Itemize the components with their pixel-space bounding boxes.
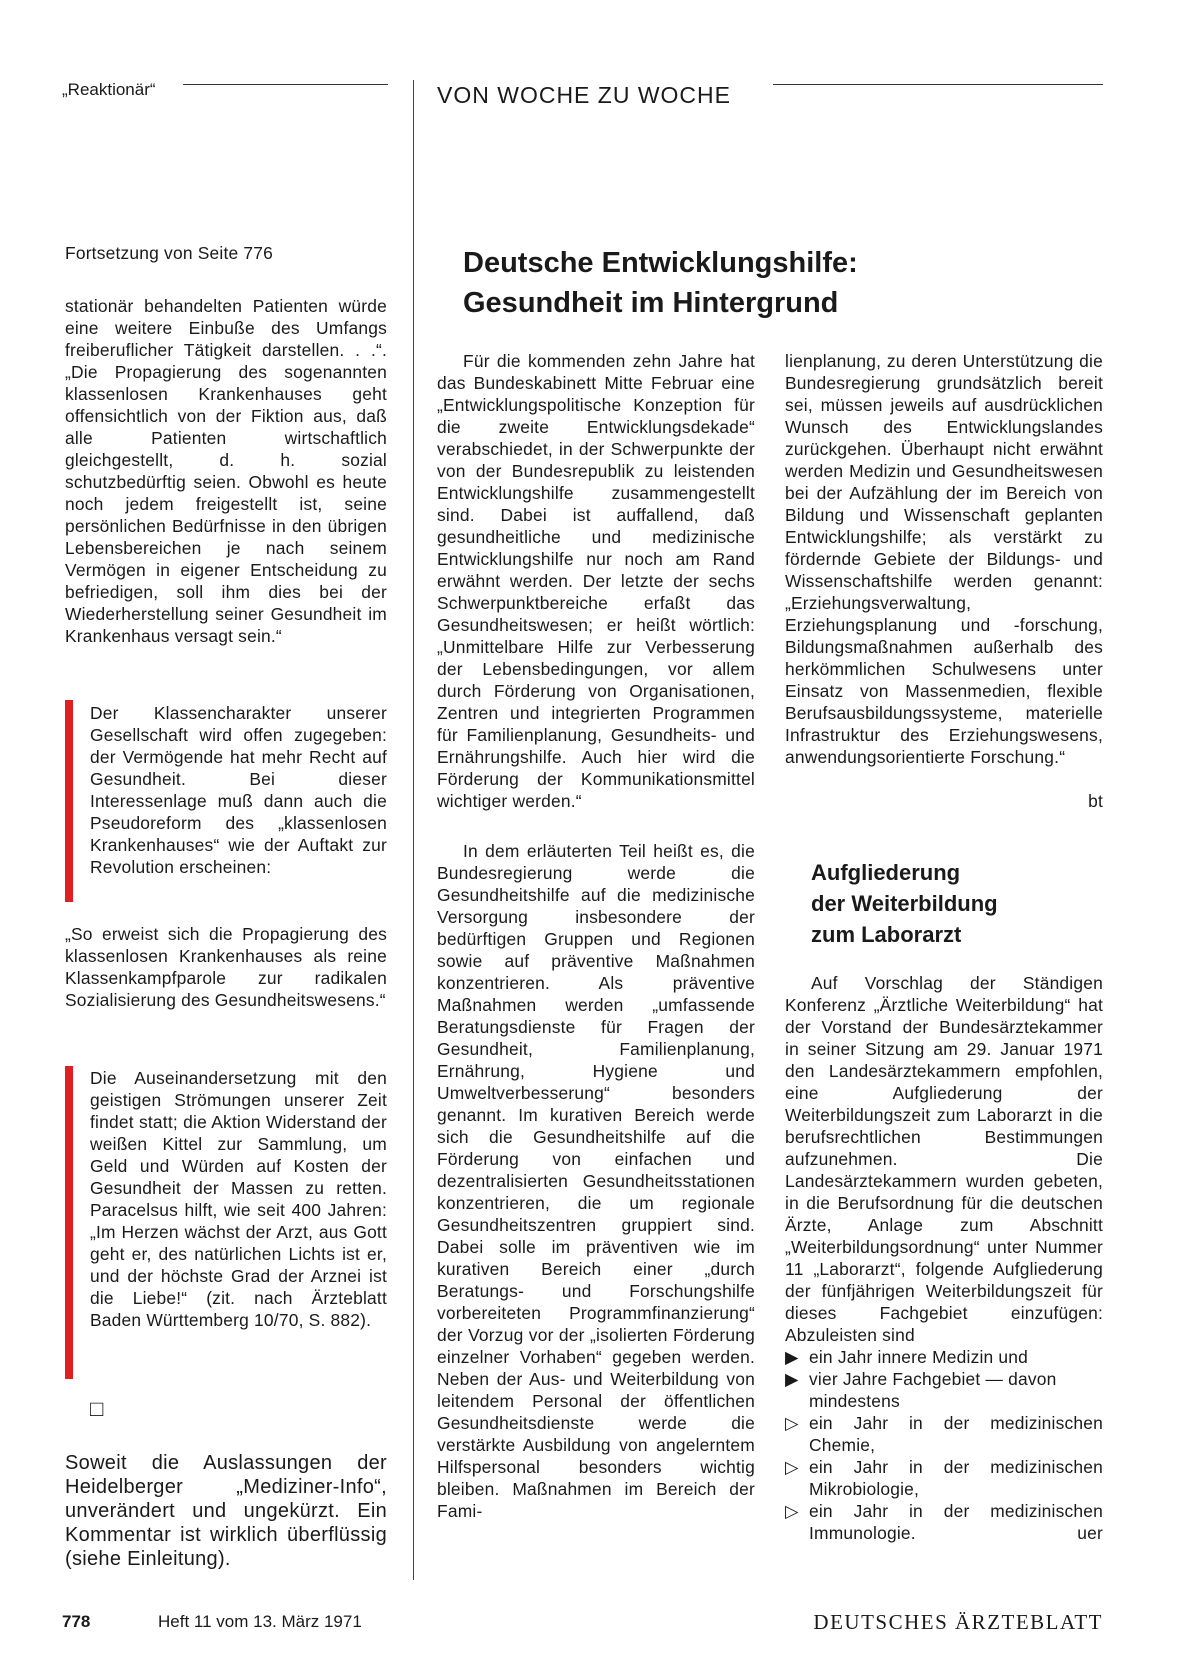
article1-para-2: In dem erläuterten Teil heißt es, die Bundesregierung werde die Gesundheitshilfe auf die medizinische Versorgung insbesondere der bedürftigen Gruppen und Regionen sowie auf präventive Maßnahmen konzentrieren. Als präventive Maßnahmen werden „umfassende Beratungsdienste für Fragen der Gesundheit, Familienplanung, Ernährung, Hygiene und Umweltverbesserung“ besonders genannt. Im kurativen Bereich werde sich die Gesundheitshilfe auf die Förderung von einfachen und dezentralisierten Gesundheitsstationen konzentrieren, die um regionale Gesundheitszentren gruppiert sind. Dabei solle im präventiven wie im kurativen Bereich einer „durch Beratungs- und Forschungshilfe vorbereiteten Programmfinanzierung“ der Vorzug vor der „isolierten Förderung einzelner Vorhaben“ gegeben werden. Neben der Aus- und Weiterbildung von leitendem Personal der öffentlichen Gesundheitsdienste werde die verstärkte Ausbildung von angelerntem Hilfspersonal besonders wichtig bleiben. Maßnahmen im Bereich der Fami- — [437, 841, 755, 1521]
article2-body — [785, 972, 1103, 1544]
left-quote-1: Der Klassencharakter unserer Gesellschaft wird offen zugegeben: der Vermögende hat mehr Recht auf Gesundheit. Bei dieser Interessenlage muß dann auch die Pseudoreform des „klassenlosen Krankenhauses“ wie der Auftakt zur Revolution erscheinen: — [90, 703, 387, 877]
article2-headline-line-1: Aufgliederung — [811, 860, 961, 885]
left-quote-2: Die Auseinandersetzung mit den geistigen Strömungen unserer Zeit findet statt; die Aktion Widerstand der weißen Kittel zur Sammlung, um Geld und Würden auf Kosten der Gesundheit der Massen zu retten. Paracelsus hilft, wie seit 400 Jahren: „Im Herzen wächst der Arzt, aus Gott geht er, des natürlichen Lichts ist er, und der höchste Grad der Arznei ist die Liebe!“ (zit. nach Ärzteblatt Baden Württemberg 10/70, S. 882). — [90, 1068, 387, 1330]
page-number: 778 — [62, 1612, 91, 1631]
closing-paragraph: Soweit die Auslassungen der Heidelberger „Mediziner-Info“, unverändert und ungekürzt. Ein Kommentar ist wirklich überflüssig (siehe Einleitung). — [65, 1452, 387, 1570]
article2-headline — [811, 857, 1103, 950]
list-item: ▶ vier Jahre Fachgebiet — davon mindestens — [785, 1369, 1057, 1411]
continued-marker: uer — [1077, 1523, 1103, 1543]
left-paragraph-2: „So erweist sich die Propagierung des klassenlosen Krankenhauses als reine Klassenkampfparole zur radikalen Sozialisierung des Gesundheitswesens.“ — [65, 924, 387, 1010]
section-label-reaktionaer: „Reaktionär“ — [62, 80, 156, 99]
triangle-outline-icon: ▷ — [785, 1501, 799, 1521]
triangle-filled-icon: ▶ — [785, 1369, 799, 1389]
article2-requirements-list — [785, 1346, 1103, 1544]
article1-column-1 — [437, 350, 755, 1522]
article1-headline — [463, 243, 1103, 323]
article1-signature: bt — [1088, 791, 1103, 811]
quote-accent-bar-1 — [65, 700, 73, 902]
triangle-filled-icon: ▶ — [785, 1347, 799, 1367]
header-rule-right — [773, 84, 1103, 85]
triangle-outline-icon: ▷ — [785, 1413, 799, 1433]
article1-para-3: lienplanung, zu deren Unterstützung die Bundesregierung grundsätzlich bereit sei, müssen jeweils auf ausdrücklichen Wunsch des Entwicklungslandes zurückgehen. Überhaupt nicht erwähnt werden Medizin und Gesundheitswesen bei der Aufzählung der im Bereich von Bildung und Wissenschaft geplanten Entwicklungshilfe; als verstärkt zu fördernde Gebiete der Bildungs- und Wissenschaftshilfe werden genannt: „Erziehungsverwaltung, Erziehungsplanung und -forschung, Bildungsmaßnahmen außerhalb des herkömmlichen Schulwesens unter Einsatz von Massenmedien, flexible Berufsausbildungssysteme, materielle Infrastruktur des Erziehungswesens, anwendungsorientierte Forschung.“ — [785, 351, 1103, 767]
left-paragraph-1: stationär behandelten Patienten würde eine weitere Einbuße des Umfangs freiberuflicher Tätigkeit darstellen. . .“. „Die Propagierung des sogenannten klassenlosen Krankenhauses geht offensichtlich von der Fiktion aus, daß alle Patienten wirtschaftlich gleichgestellt, d. h. sozial schutzbedürftig seien. Obwohl es heute noch jedem freigestellt ist, seine persönlichen Bedürfnisse in den übrigen Lebensbereichen je nach seinem Vermögen in eigener Entscheidung zu befriedigen, soll ihm dies bei der Wiederherstellung seiner Gesundheit im Krankenhaus versagt sein.“ — [65, 296, 387, 646]
article1-column-2 — [785, 350, 1103, 811]
list-item: ▷ ein Jahr in der medizinischen Chemie, — [785, 1413, 1103, 1455]
list-item: ▶ ein Jahr innere Medizin und — [785, 1347, 1029, 1367]
list-item: ▷ ein Jahr in der medizinischen Immunologie. — [785, 1501, 1103, 1543]
section-title: VON WOCHE ZU WOCHE — [437, 82, 731, 108]
list-item: ▷ ein Jahr in der medizinischen Mikrobiologie, — [785, 1457, 1103, 1499]
quote-accent-bar-2 — [65, 1066, 73, 1379]
article2-headline-line-2: der Weiterbildung — [811, 891, 998, 916]
article1-headline-line-1: Deutsche Entwicklungshilfe: — [463, 247, 858, 279]
column-separator — [413, 80, 414, 1580]
article1-headline-line-2: Gesundheit im Hintergrund — [463, 287, 839, 319]
journal-name: DEUTSCHES ÄRZTEBLATT — [813, 1610, 1103, 1634]
triangle-outline-icon: ▷ — [785, 1457, 799, 1477]
issue-info: Heft 11 vom 13. März 1971 — [158, 1612, 362, 1631]
end-of-section-mark: □ — [90, 1396, 104, 1421]
article2-para-1: Auf Vorschlag der Ständigen Konferenz „Ärztliche Weiterbildung“ hat der Vorstand der Bundesärztekammer in seiner Sitzung am 29. Januar 1971 den Landesärztekammern empfohlen, eine Aufgliederung der Weiterbildungszeit zum Laborarzt in die berufsrechtlichen Bestimmungen aufzunehmen. Die Landesärztekammern wurden gebeten, in die Berufsordnung für die deutschen Ärzte, Anlage zum Abschnitt „Weiterbildungsordnung“ unter Nummer 11 „Laborarzt“, folgende Aufgliederung der fünfjährigen Weiterbildungszeit für dieses Fachgebiet einzufügen: Abzuleisten sind — [785, 973, 1103, 1345]
article1-para-1: Für die kommenden zehn Jahre hat das Bundeskabinett Mitte Februar eine „Entwicklungspolitische Konzeption für die zweite Entwicklungsdekade“ verabschiedet, in der Schwerpunkte der von der Bundesrepublik zu leistenden Entwicklungshilfe zusammengestellt sind. Dabei ist auffallend, daß gesundheitliche und medizinische Entwicklungshilfe nur noch am Rand erwähnt werden. Der letzte der sechs Schwerpunktbereiche erfaßt das Gesundheitswesen; er heißt wörtlich: „Unmittelbare Hilfe zur Verbesserung der Lebensbedingungen, vor allem durch Förderung von Organisationen, Zentren und integrierten Programmen für Familienplanung, Gesundheits- und Ernährungshilfe. Auch hier wird die Förderung der Kommunikationsmittel wichtiger werden.“ — [437, 351, 755, 811]
continuation-note: Fortsetzung von Seite 776 — [65, 243, 274, 263]
article2-headline-line-3: zum Laborarzt — [811, 922, 962, 947]
header-rule-left — [183, 84, 388, 85]
